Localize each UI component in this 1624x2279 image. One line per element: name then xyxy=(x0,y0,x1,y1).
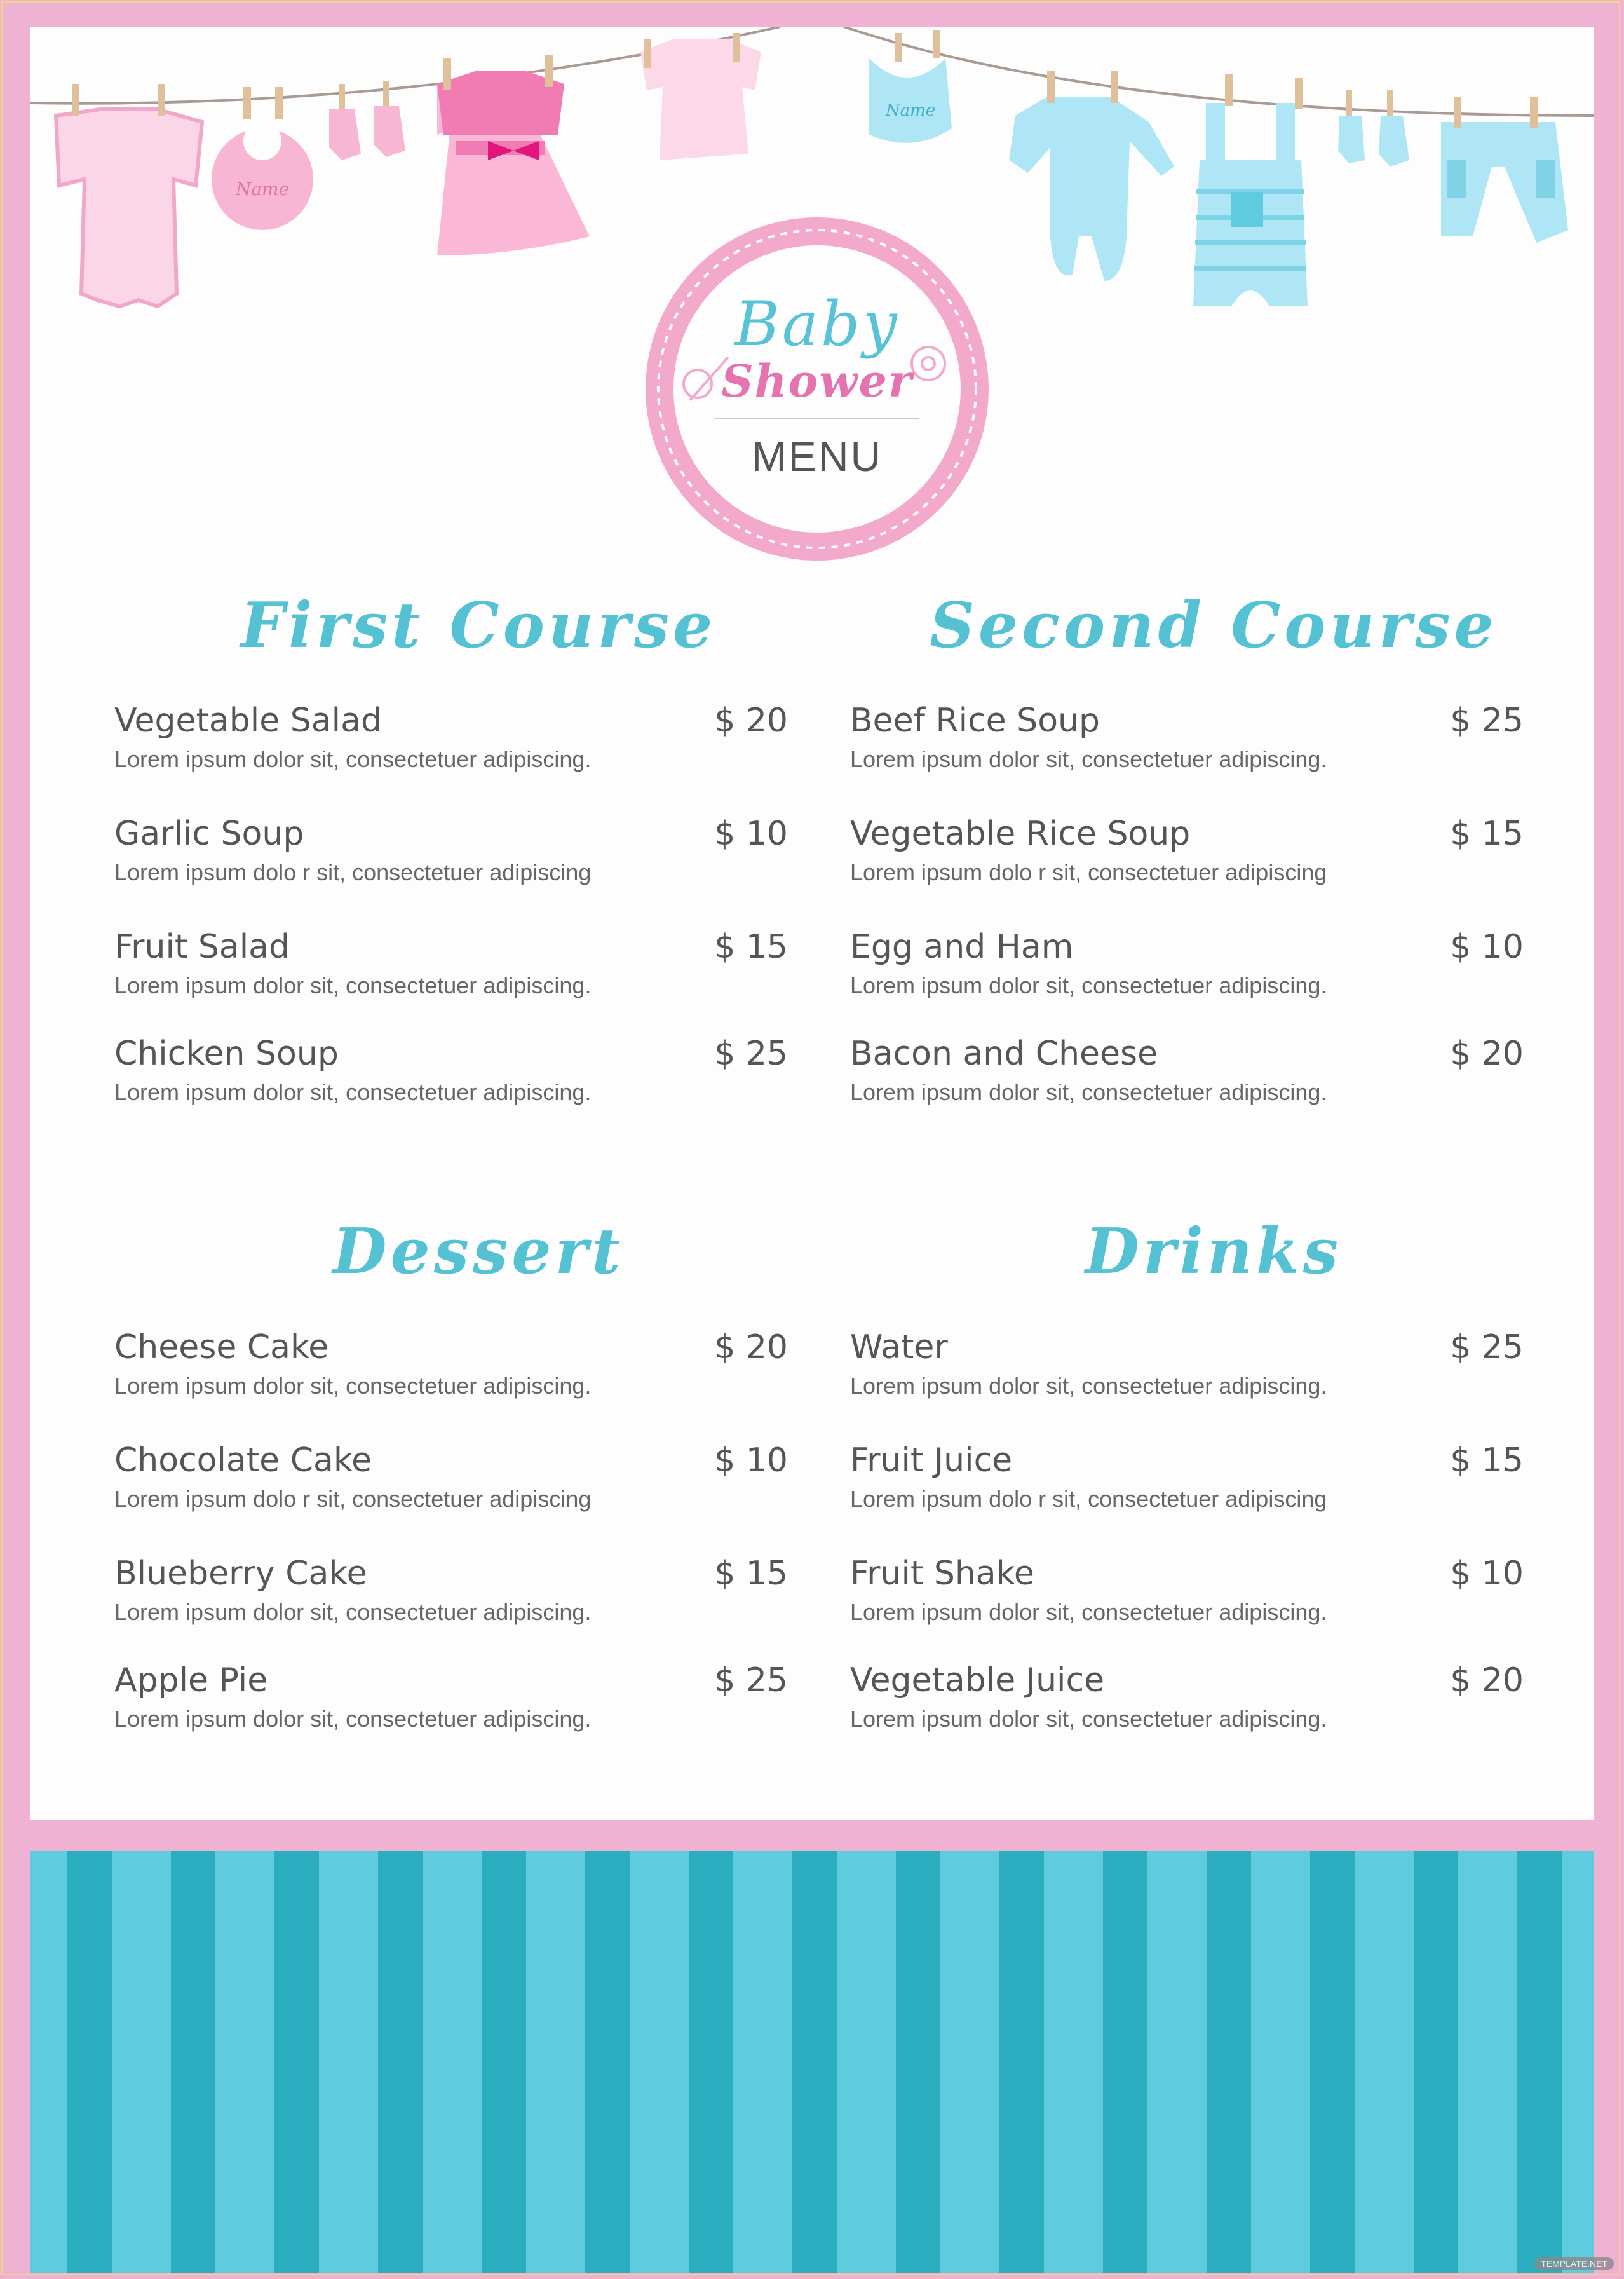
item-name: Fruit Salad xyxy=(114,928,290,966)
onesie-icon xyxy=(56,84,202,306)
item-name: Egg and Ham xyxy=(850,928,1074,966)
item-price: $ 15 xyxy=(714,1554,788,1593)
section-title-drinks: Drinks xyxy=(1085,1215,1343,1288)
item-price: $ 10 xyxy=(714,815,788,853)
badge-title-menu: MENU xyxy=(751,433,883,480)
badge-title-baby: Baby xyxy=(734,289,900,360)
pajamas-icon xyxy=(1009,71,1174,281)
item-description: Lorem ipsum dolor sit, consectetuer adipiscing. xyxy=(850,1706,1327,1732)
item-price: $ 25 xyxy=(714,1035,788,1073)
item-name: Water xyxy=(850,1328,948,1366)
item-description: Lorem ipsum dolor sit, consectetuer adipiscing. xyxy=(114,1706,592,1732)
item-description: Lorem ipsum dolor sit, consectetuer adipiscing. xyxy=(114,1599,592,1625)
shirt-icon xyxy=(640,33,761,160)
pants-icon xyxy=(1441,97,1568,243)
item-name: Vegetable Rice Soup xyxy=(850,815,1191,853)
item-description: Lorem ipsum dolor sit, consectetuer adipiscing. xyxy=(850,1599,1327,1625)
item-description: Lorem ipsum dolor sit, consectetuer adipiscing. xyxy=(850,1079,1327,1105)
item-price: $ 15 xyxy=(1450,1441,1524,1480)
item-price: $ 25 xyxy=(714,1661,788,1699)
menu-panel xyxy=(30,27,1594,1820)
item-price: $ 10 xyxy=(714,1441,788,1480)
item-description: Lorem ipsum dolor sit, consectetuer adipiscing. xyxy=(114,1373,592,1399)
item-description: Lorem ipsum dolo r sit, consectetuer adipiscing xyxy=(850,859,1327,885)
item-name: Vegetable Juice xyxy=(850,1661,1105,1699)
item-price: $ 10 xyxy=(1450,1554,1524,1593)
section-title-second-course: Second Course xyxy=(930,589,1498,662)
item-price: $ 15 xyxy=(1450,815,1524,853)
item-name: Bacon and Cheese xyxy=(850,1035,1158,1073)
blue-socks-icon xyxy=(1338,90,1409,167)
section-title-first-course: First Course xyxy=(240,589,717,662)
item-name: Fruit Juice xyxy=(850,1441,1013,1480)
bib-name-tag-left: Name xyxy=(235,179,290,200)
item-price: $ 20 xyxy=(714,1328,788,1366)
item-description: Lorem ipsum dolor sit, consectetuer adipiscing. xyxy=(114,972,592,998)
item-description: Lorem ipsum dolor sit, consectetuer adipiscing. xyxy=(114,746,592,772)
menu-badge xyxy=(639,211,995,567)
item-description: Lorem ipsum dolor sit, consectetuer adipiscing. xyxy=(114,1079,592,1105)
item-price: $ 20 xyxy=(1450,1661,1524,1699)
overalls-icon xyxy=(1193,74,1308,306)
item-name: Cheese Cake xyxy=(114,1328,329,1366)
item-name: Fruit Shake xyxy=(850,1554,1034,1593)
item-price: $ 25 xyxy=(1450,702,1524,740)
bib-name-tag-right: Name xyxy=(885,101,936,120)
item-name: Apple Pie xyxy=(114,1661,268,1699)
item-description: Lorem ipsum dolor sit, consectetuer adipiscing. xyxy=(850,1373,1327,1399)
badge-title-shower: Shower xyxy=(721,355,913,407)
item-name: Beef Rice Soup xyxy=(850,702,1100,740)
item-name: Garlic Soup xyxy=(114,815,304,853)
item-price: $ 10 xyxy=(1450,928,1524,966)
dress-icon xyxy=(437,55,590,255)
item-name: Vegetable Salad xyxy=(114,702,382,740)
socks-icon xyxy=(329,81,405,160)
item-description: Lorem ipsum dolor sit, consectetuer adipiscing. xyxy=(850,972,1327,998)
template-credit-badge: TEMPLATE.NET xyxy=(1534,2257,1614,2270)
badge-divider xyxy=(715,418,919,419)
item-description: Lorem ipsum dolo r sit, consectetuer adipiscing xyxy=(114,859,592,885)
section-title-dessert: Dessert xyxy=(332,1215,625,1288)
item-price: $ 25 xyxy=(1450,1328,1524,1366)
item-description: Lorem ipsum dolo r sit, consectetuer adipiscing xyxy=(114,1486,592,1512)
item-price: $ 20 xyxy=(714,702,788,740)
item-description: Lorem ipsum dolo r sit, consectetuer adipiscing xyxy=(850,1486,1327,1512)
bib-icon xyxy=(212,87,313,230)
item-name: Blueberry Cake xyxy=(114,1554,367,1593)
striped-footer-band xyxy=(30,1851,1594,2273)
item-name: Chocolate Cake xyxy=(114,1441,372,1480)
item-description: Lorem ipsum dolor sit, consectetuer adipiscing. xyxy=(850,746,1327,772)
item-price: $ 15 xyxy=(714,928,788,966)
item-price: $ 20 xyxy=(1450,1035,1524,1073)
item-name: Chicken Soup xyxy=(114,1035,339,1073)
